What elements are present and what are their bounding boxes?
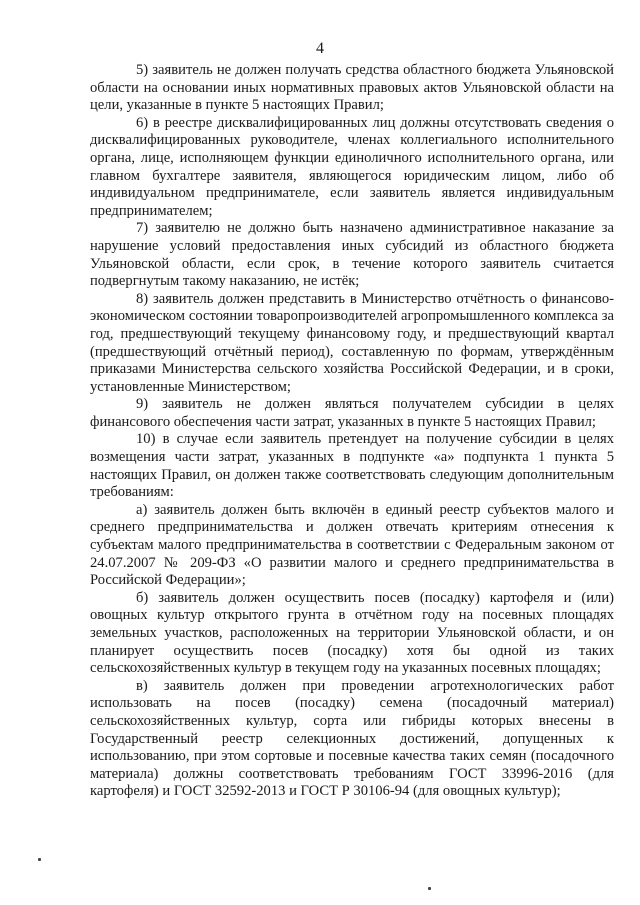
paragraph-item-7: 7) заявителю не должно быть назначено административное наказание за нарушение условий предоставления иных субсидий из областного бюджета Ульяновской области, если срок, в течение которого заявитель считается подвергнутым такому наказанию, не истёк;: [90, 220, 614, 290]
paragraph-subitem-v: в) заявитель должен при проведении агротехнологических работ использовать на посев (посадку) семена (посадочный материал) сельскохозяйственных культур, сорта или гибриды которых внесены в Государственный реестр селекционных достижений, допущенных к использованию, при этом сортовые и посевные качества таких семян (посадочного материала) должны соответствовать требованиям ГОСТ 33996-2016 (для картофеля) и ГОСТ 32592-2013 и ГОСТ Р 30106-94 (для овощных культур);: [90, 677, 614, 800]
paragraph-item-6: 6) в реестре дисквалифицированных лиц должны отсутствовать сведения о дисквалифицированных руководителе, членах коллегиального исполнительного органа, лице, исполняющем функции единоличного исполнительного органа, или главном бухгалтере заявителя, являющегося юридическим лицом, либо об индивидуальном предпринимателе, если заявитель является индивидуальным предпринимателем;: [90, 114, 614, 219]
paragraph-subitem-b: б) заявитель должен осуществить посев (посадку) картофеля и (или) овощных культур открытого грунта в отчётном году на посевных площадях земельных участков, расположенных на территории Ульяновской области, и он планирует осуществить посев (посадку) хотя бы одной из таких сельскохозяйственных культур в текущем году на указанных посевных площадях;: [90, 589, 614, 677]
page-number: 4: [316, 40, 324, 57]
paragraph-item-5: 5) заявитель не должен получать средства областного бюджета Ульяновской области на основании иных нормативных правовых актов Ульяновской области на цели, указанные в пункте 5 настоящих Правил;: [90, 62, 614, 114]
paragraph-item-10: 10) в случае если заявитель претендует на получение субсидии в целях возмещения части затрат, указанных в подпункте «а» подпункта 1 пункта 5 настоящих Правил, он должен также соответствовать следующим дополнительным требованиям:: [90, 431, 614, 501]
scan-mark-left: [38, 858, 41, 861]
document-body: [90, 62, 614, 801]
scan-mark-right: [428, 887, 431, 890]
paragraph-subitem-a: а) заявитель должен быть включён в единый реестр субъектов малого и среднего предпринимательства и должен отвечать критериям отнесения к субъектам малого предпринимательства в соответствии с Федеральным законом от 24.07.2007 № 209-ФЗ «О развитии малого и среднего предпринимательства в Российской Федерации»;: [90, 501, 614, 589]
paragraph-item-8: 8) заявитель должен представить в Министерство отчётность о финансово-экономическом состоянии товаропроизводителей агропромышленного комплекса за год, предшествующий текущему финансовому году, и предшествующий квартал (предшествующий отчётный период), составленную по формам, утверждённым приказами Министерства сельского хозяйства Российской Федерации, и в сроки, установленные Министерством;: [90, 290, 614, 395]
paragraph-item-9: 9) заявитель не должен являться получателем субсидии в целях финансового обеспечения части затрат, указанных в пункте 5 настоящих Правил;: [90, 396, 614, 430]
